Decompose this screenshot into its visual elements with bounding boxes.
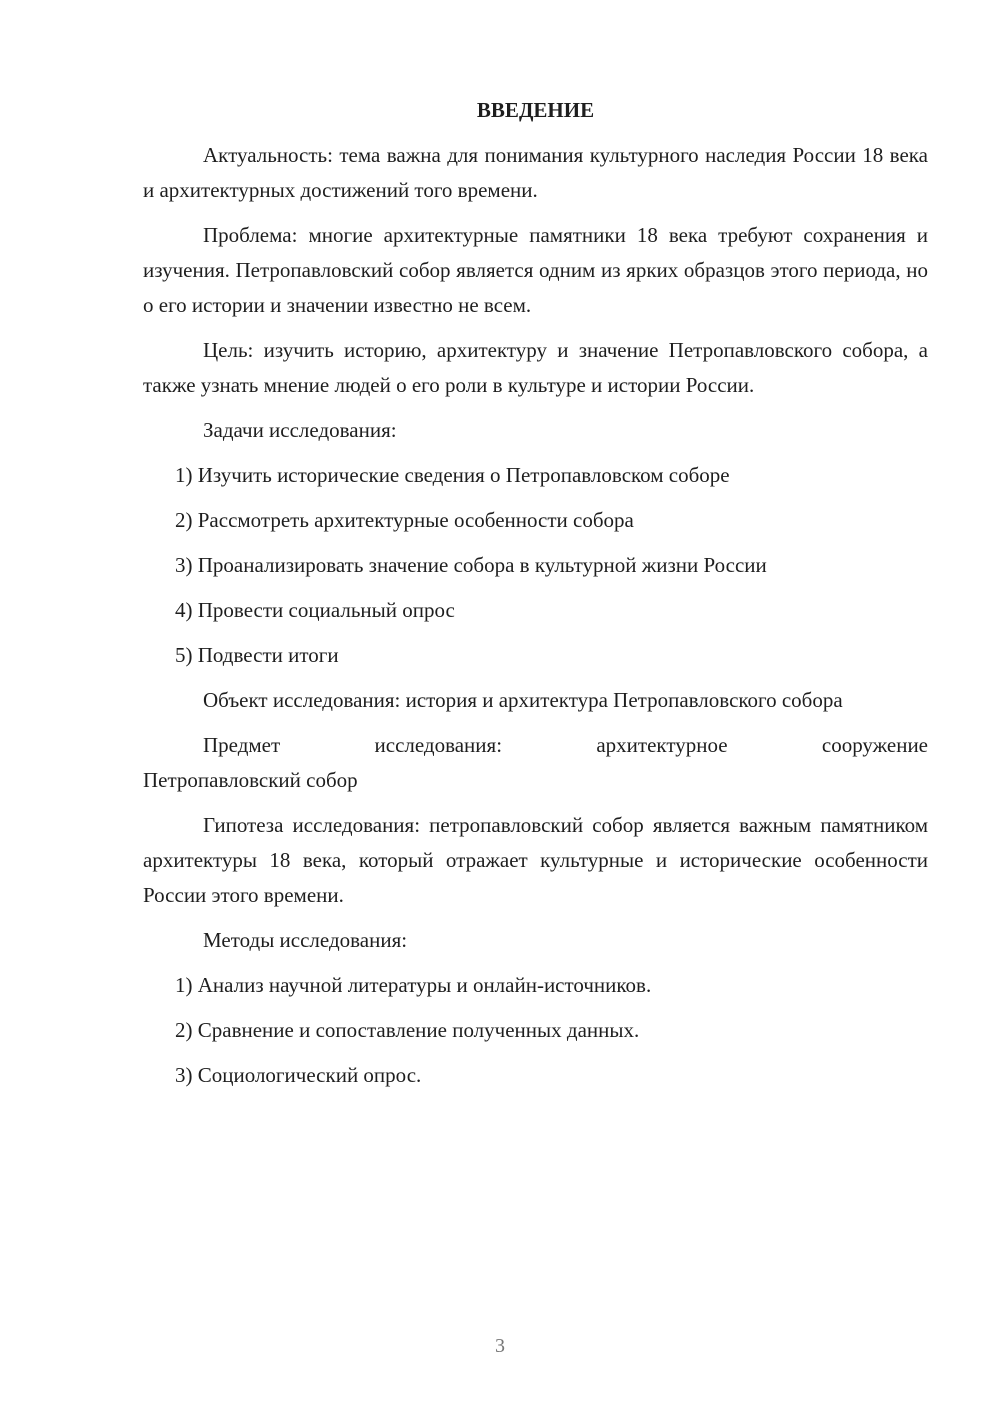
task-item: 1) Изучить исторические сведения о Петропавловском соборе [175, 463, 730, 487]
method-item: 2) Сравнение и сопоставление полученных данных. [175, 1018, 640, 1042]
task-item: 4) Провести социальный опрос [175, 598, 455, 622]
task-item: 5) Подвести итоги [175, 643, 339, 667]
task-item: 3) Проанализировать значение собора в культурной жизни России [175, 553, 767, 577]
methods-heading: Методы исследования: [203, 928, 408, 952]
page-number: 3 [495, 1335, 505, 1357]
subject-line-2: Петропавловский собор [143, 768, 358, 792]
method-item: 1) Анализ научной литературы и онлайн-источников. [175, 973, 652, 997]
goal-paragraph: Цель: изучить историю, архитектуру и значение Петропавловского собора, а также узнать мнение людей о его роли в культуре и истории России. [143, 338, 928, 397]
task-item: 2) Рассмотреть архитектурные особенности собора [175, 508, 634, 532]
object-paragraph: Объект исследования: история и архитектура Петропавловского собора [203, 688, 843, 712]
method-item: 3) Социологический опрос. [175, 1063, 422, 1087]
page-title: ВВЕДЕНИЕ [476, 98, 595, 122]
subject-paragraph [143, 728, 928, 798]
page-content [143, 92, 928, 1103]
tasks-heading: Задачи исследования: [203, 418, 397, 442]
subject-line-1: Предмет исследования: архитектурное сооружение [203, 733, 928, 757]
problem-paragraph: Проблема: многие архитектурные памятники 18 века требуют сохранения и изучения. Петропавловский собор является одним из ярких образцов этого периода, но о его истории и значении известно не всем. [143, 223, 928, 317]
hypothesis-paragraph: Гипотеза исследования: петропавловский собор является важным памятником архитектуры 18 века, который отражает культурные и исторические особенности России этого времени. [143, 813, 928, 907]
relevance-paragraph: Актуальность: тема важна для понимания культурного наследия России 18 века и архитектурных достижений того времени. [143, 143, 928, 202]
